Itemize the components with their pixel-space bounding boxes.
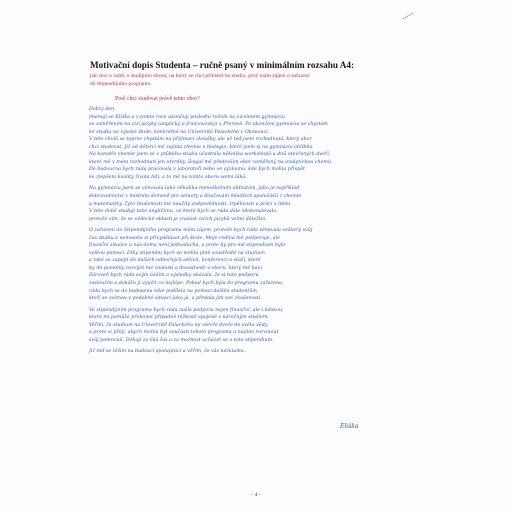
handwritten-line: a také se zapojit do dalších odborných aktivit, konferencí a stáží, které — [89, 258, 261, 264]
handwritten-line: O zařazení do Stipendijního programu mám zájem, protože bych ráda věnovala veškerý svůj — [89, 228, 313, 234]
handwritten-line: chci studovat. Již od dětství mě zajímá chemie a biologie, které jsem si na gymnáziu oblíbila. — [89, 144, 314, 150]
signature: Eliška — [340, 423, 359, 430]
handwritten-line: finanční situace u nás doma není jednoduchá, a proto by pro mě stipendium bylo — [89, 243, 286, 249]
handwritten-line: ke zlepšení kvality života lidí, a to mě na tomto oboru velmi láká. — [89, 174, 247, 180]
handwritten-line: jmenuji se Eliška a v tomto roce ukončuji poslední ročník na víceletém gymnáziu — [89, 114, 285, 120]
instructions-line: do Stipendijního programu. — [90, 80, 152, 87]
handwritten-line: Zároveň bych ráda svým úsilím a výsledky ukázala, že si tuto podporu — [89, 273, 259, 279]
handwritten-line: kteří se ocitnou v podobné situaci jako já, a předala jim své zkušenosti. — [89, 296, 262, 302]
instructions-text — [90, 73, 425, 88]
handwritten-line: velkou pomocí. Díky stipendiu bych se mohla plně soustředit na studium — [89, 250, 265, 256]
handwritten-line: Dobrý den, — [89, 107, 116, 112]
handwritten-line: svůj potenciál. Děkuji za Váš čas a za možnost ucházet se o toto stipendium. — [89, 337, 274, 343]
handwritten-line: Ve stipendijním programu bych ráda našla podporu nejen finanční, ale i lidskou, — [89, 307, 284, 313]
handwritten-line: V této době studuji také angličtinu, ve které bych se ráda dále zdokonalovala, — [89, 209, 278, 215]
handwritten-line: Do budoucna bych ráda pracovala v laboratoři nebo ve výzkumu, kde bych mohla přispět — [89, 167, 305, 173]
guiding-question: Proč chci studovat právě tento obor? — [115, 96, 200, 102]
handwritten-line: by mi pomohly rozvíjet mé znalosti a dovednosti v oboru, který mě baví. — [89, 265, 264, 271]
staple-mark-icon — [402, 11, 414, 21]
handwritten-line: Již teď se těším na budoucí spolupráci a věřím, že vás nezklamu. — [89, 349, 246, 355]
page-title: Motivační dopis Studenta – ručně psaný v minimálním rozsahu A4: — [90, 60, 355, 70]
handwritten-letter — [89, 106, 427, 356]
handwritten-line: a matematiky. Tyto zkušenosti mě naučily zodpovědnosti, trpělivosti a práci s lidmi. — [89, 201, 292, 207]
handwritten-line: zasloužím a dokážu ji využít co nejlépe. Pokud bych byla do programu zařazena, — [89, 281, 284, 287]
handwritten-line: která mi pomůže překonat případné těžkosti spojené s náročným studiem. — [89, 315, 269, 321]
handwritten-line: dobrovolnictví v místním domově pro seniory a doučování mladších spolužáků z chemie — [89, 194, 302, 200]
handwritten-line: ráda bych se do budoucna také podílela na pomoci dalším studentům, — [89, 288, 259, 294]
handwritten-line: protože vím, že ve vědecké oblasti je znalost cizích jazyků velmi důležitá. — [89, 216, 267, 222]
handwritten-line: ke studiu na vysoké škole, konkrétně na Univerzitě Palackého v Olomouci. — [89, 129, 270, 135]
handwritten-line: Věřím, že studium na Univerzitě Palackého mi otevře dveře do světa vědy, — [89, 322, 269, 328]
handwritten-line: V této chvíli se teprve chystám na přijímací zkoušky, ale už teď jsem rozhodnutá, který obor — [89, 137, 312, 143]
handwritten-line: čas studiu a nemusela si přivydělávat při škole. Moje rodina mě podporuje, ale — [89, 235, 281, 241]
page-number: - 4 - — [251, 492, 261, 498]
instructions-line: pár slov o sobě, o studijním oboru, na který se chci přihlásit ke studiu, proč mám zájem o zařazení — [90, 73, 310, 79]
handwritten-line: Na gymnáziu jsem se věnovala také několika mimoškolním aktivitám, jako je například — [89, 186, 300, 192]
handwritten-line: které mě v mém rozhodnutí jen utvrdily. Zaujal mě především obor zaměřený na analytickou chemii. — [89, 159, 333, 165]
handwritten-line: Na katedře chemie jsem se v průběhu studia účastnila několika workshopů a dnů otevřených dveří, — [89, 152, 331, 158]
handwritten-line: se zaměřením na cizí jazyky (anglický a francouzský) v Přerově. Po ukončení gymnázia se chystám — [89, 122, 328, 128]
handwritten-line: a proto si přeji, abych mohla být součástí tohoto programu a naplno rozvinout — [89, 330, 279, 336]
